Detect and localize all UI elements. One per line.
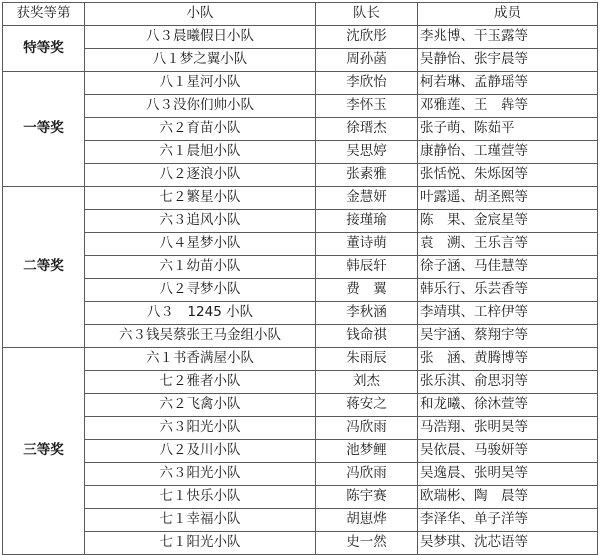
team-name-cell: 七２雅者小队	[85, 371, 316, 394]
team-name-cell: 七１快乐小队	[85, 486, 316, 509]
table-row	[3, 394, 598, 417]
header-members: 成员	[418, 3, 598, 26]
table-row	[3, 72, 598, 95]
team-name-cell: 六３追风小队	[85, 210, 316, 233]
team-members-cell: 邓雅莲、王 犇等	[418, 95, 598, 118]
team-leader-cell: 李欣怡	[316, 72, 418, 95]
table-row	[3, 371, 598, 394]
team-members-cell: 欧瑞彬、陶 晨等	[418, 486, 598, 509]
team-members-cell: 李泽华、单子洋等	[418, 509, 598, 532]
team-leader-cell: 朱雨辰	[316, 348, 418, 371]
team-members-cell: 吴依晨、马骏妍等	[418, 440, 598, 463]
header-team: 小队	[85, 3, 316, 26]
table-row	[3, 440, 598, 463]
team-name-cell: 八１星河小队	[85, 72, 316, 95]
team-members-cell: 张乐淇、俞思羽等	[418, 371, 598, 394]
table-row	[3, 417, 598, 440]
team-leader-cell: 刘杰	[316, 371, 418, 394]
team-name-cell: 六３钱吴蔡张王马金组小队	[85, 325, 316, 348]
team-name-cell: 七１幸福小队	[85, 509, 316, 532]
team-members-cell: 柯若琳、孟静瑶等	[418, 72, 598, 95]
team-name-cell: 六３阳光小队	[85, 417, 316, 440]
team-leader-cell: 金慧妍	[316, 187, 418, 210]
team-members-cell: 李兆博、干玉露等	[418, 26, 598, 49]
table-row	[3, 164, 598, 187]
team-leader-cell: 费 翼	[316, 279, 418, 302]
team-name-cell: 六１晨旭小队	[85, 141, 316, 164]
table-row	[3, 141, 598, 164]
table-row	[3, 302, 598, 325]
prize-level-cell: 一等奖	[3, 72, 85, 187]
award-table-body	[3, 26, 598, 555]
team-members-cell: 李靖琪、工梓伊等	[418, 302, 598, 325]
team-leader-cell: 董诗萌	[316, 233, 418, 256]
team-leader-cell: 池梦鲤	[316, 440, 418, 463]
table-row	[3, 532, 598, 555]
table-row	[3, 256, 598, 279]
header-row	[3, 3, 598, 26]
table-row	[3, 279, 598, 302]
team-leader-cell: 蒋安之	[316, 394, 418, 417]
team-leader-cell: 冯欣雨	[316, 417, 418, 440]
team-leader-cell: 周孙菡	[316, 49, 418, 72]
team-members-cell: 袁 溯、王乐言等	[418, 233, 598, 256]
team-name-cell: 八４星梦小队	[85, 233, 316, 256]
team-name-cell: 八２及川小队	[85, 440, 316, 463]
table-row	[3, 348, 598, 371]
team-members-cell: 韩乐行、乐芸香等	[418, 279, 598, 302]
team-members-cell: 徐子涵、马佳慧等	[418, 256, 598, 279]
prize-level-cell: 二等奖	[3, 187, 85, 348]
award-table	[2, 2, 598, 555]
table-row	[3, 118, 598, 141]
prize-level-cell: 三等奖	[3, 348, 85, 555]
table-row	[3, 26, 598, 49]
team-leader-cell: 陈宇赛	[316, 486, 418, 509]
table-row	[3, 187, 598, 210]
team-leader-cell: 胡崽烨	[316, 509, 418, 532]
prize-level-cell: 特等奖	[3, 26, 85, 72]
table-row	[3, 463, 598, 486]
header-leader: 队长	[316, 3, 418, 26]
team-members-cell: 吴宇涵、蔡翔宇等	[418, 325, 598, 348]
team-leader-cell: 李怀玉	[316, 95, 418, 118]
team-leader-cell: 李秋涵	[316, 302, 418, 325]
team-leader-cell: 沈欣彤	[316, 26, 418, 49]
team-name-cell: 八２逐浪小队	[85, 164, 316, 187]
table-row	[3, 49, 598, 72]
team-leader-cell: 冯欣雨	[316, 463, 418, 486]
team-members-cell: 马浩翔、张明昊等	[418, 417, 598, 440]
team-members-cell: 张子萌、陈茹平	[418, 118, 598, 141]
team-members-cell: 吴静怡、张宇晨等	[418, 49, 598, 72]
team-leader-cell: 吴思婷	[316, 141, 418, 164]
table-row	[3, 210, 598, 233]
team-leader-cell: 史一然	[316, 532, 418, 555]
header-prize: 获奖等第	[3, 3, 85, 26]
table-row	[3, 325, 598, 348]
team-leader-cell: 张素雅	[316, 164, 418, 187]
team-members-cell: 张 涵、黄腾博等	[418, 348, 598, 371]
team-name-cell: 八３ 1245 小队	[85, 302, 316, 325]
team-name-cell: 六２育苗小队	[85, 118, 316, 141]
team-name-cell: 八３晨曦假日小队	[85, 26, 316, 49]
team-members-cell: 陈 果、金宸星等	[418, 210, 598, 233]
team-members-cell: 吴梦琪、沈芯语等	[418, 532, 598, 555]
team-members-cell: 张恬悦、朱烁囡等	[418, 164, 598, 187]
table-row	[3, 486, 598, 509]
team-leader-cell: 钱命祺	[316, 325, 418, 348]
team-leader-cell: 接瑾瑜	[316, 210, 418, 233]
team-name-cell: 八３没你们帅小队	[85, 95, 316, 118]
team-members-cell: 和龙曦、徐沐萱等	[418, 394, 598, 417]
table-row	[3, 233, 598, 256]
team-leader-cell: 徐瑨杰	[316, 118, 418, 141]
team-members-cell: 吴逸晨、张明昊等	[418, 463, 598, 486]
team-leader-cell: 韩辰轩	[316, 256, 418, 279]
team-members-cell: 叶露遥、胡圣熙等	[418, 187, 598, 210]
team-name-cell: 六１书香满屋小队	[85, 348, 316, 371]
team-name-cell: 六３阳光小队	[85, 463, 316, 486]
table-row	[3, 509, 598, 532]
team-name-cell: 六２飞禽小队	[85, 394, 316, 417]
team-name-cell: 七１阳光小队	[85, 532, 316, 555]
team-name-cell: 七２繁星小队	[85, 187, 316, 210]
team-name-cell: 六１幼苗小队	[85, 256, 316, 279]
team-members-cell: 康静怡、工瑾萱等	[418, 141, 598, 164]
table-row	[3, 95, 598, 118]
team-name-cell: 八２寻梦小队	[85, 279, 316, 302]
team-name-cell: 八１梦之翼小队	[85, 49, 316, 72]
